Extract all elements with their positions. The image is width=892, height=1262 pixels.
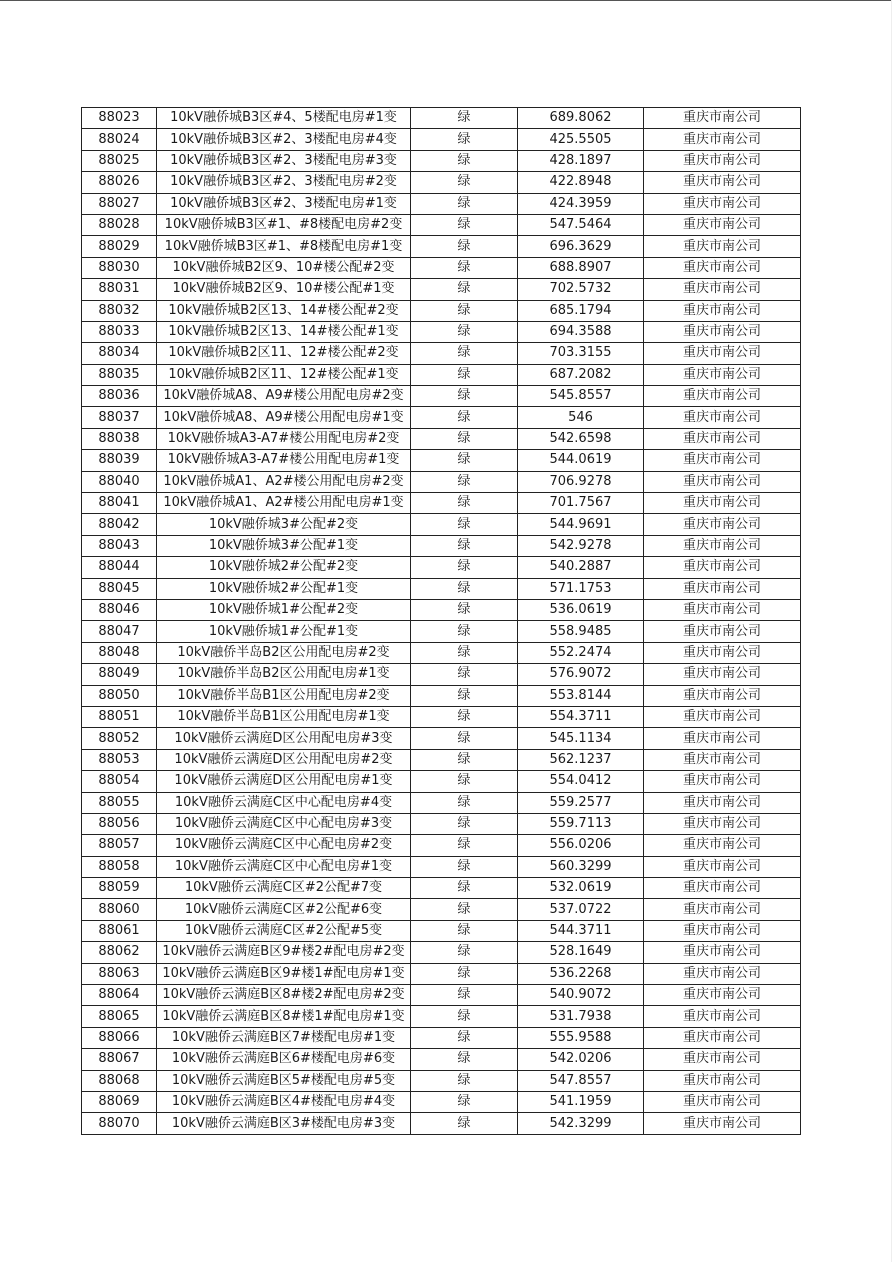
cell-name: 10kV融侨城B3区#2、3楼配电房#4变 xyxy=(157,129,411,150)
cell-value: 558.9485 xyxy=(518,621,644,642)
table-row xyxy=(82,792,801,813)
cell-status: 绿 xyxy=(411,407,518,428)
cell-id: 88057 xyxy=(82,835,157,856)
cell-name: 10kV融侨云满庭D区公用配电房#1变 xyxy=(157,771,411,792)
page-top-rule xyxy=(0,0,892,1)
cell-org: 重庆市南公司 xyxy=(644,172,801,193)
cell-name: 10kV融侨云满庭B区9#楼1#配电房#1变 xyxy=(157,963,411,984)
cell-value: 542.3299 xyxy=(518,1113,644,1134)
cell-status: 绿 xyxy=(411,172,518,193)
cell-name: 10kV融侨城A3-A7#楼公用配电房#1变 xyxy=(157,450,411,471)
table-row xyxy=(82,578,801,599)
table-row xyxy=(82,471,801,492)
cell-status: 绿 xyxy=(411,108,518,129)
cell-id: 88035 xyxy=(82,364,157,385)
cell-value: 544.3711 xyxy=(518,920,644,941)
cell-status: 绿 xyxy=(411,450,518,471)
table-row xyxy=(82,749,801,770)
cell-value: 702.5732 xyxy=(518,279,644,300)
cell-name: 10kV融侨城B2区11、12#楼公配#1变 xyxy=(157,364,411,385)
cell-value: 560.3299 xyxy=(518,856,644,877)
table-row xyxy=(82,129,801,150)
cell-id: 88043 xyxy=(82,535,157,556)
cell-name: 10kV融侨城B3区#1、#8楼配电房#1变 xyxy=(157,236,411,257)
cell-value: 553.8144 xyxy=(518,685,644,706)
cell-org: 重庆市南公司 xyxy=(644,1049,801,1070)
cell-name: 10kV融侨城3#公配#1变 xyxy=(157,535,411,556)
transformer-table xyxy=(81,107,801,1135)
cell-status: 绿 xyxy=(411,493,518,514)
cell-status: 绿 xyxy=(411,343,518,364)
cell-status: 绿 xyxy=(411,514,518,535)
cell-status: 绿 xyxy=(411,1027,518,1048)
cell-org: 重庆市南公司 xyxy=(644,428,801,449)
cell-value: 706.9278 xyxy=(518,471,644,492)
cell-name: 10kV融侨云满庭B区8#楼2#配电房#2变 xyxy=(157,985,411,1006)
cell-status: 绿 xyxy=(411,813,518,834)
cell-status: 绿 xyxy=(411,856,518,877)
cell-org: 重庆市南公司 xyxy=(644,364,801,385)
cell-status: 绿 xyxy=(411,1091,518,1112)
cell-status: 绿 xyxy=(411,1049,518,1070)
cell-org: 重庆市南公司 xyxy=(644,813,801,834)
cell-org: 重庆市南公司 xyxy=(644,1027,801,1048)
cell-id: 88069 xyxy=(82,1091,157,1112)
cell-status: 绿 xyxy=(411,878,518,899)
cell-id: 88044 xyxy=(82,557,157,578)
cell-status: 绿 xyxy=(411,236,518,257)
cell-value: 701.7567 xyxy=(518,493,644,514)
cell-value: 556.0206 xyxy=(518,835,644,856)
cell-status: 绿 xyxy=(411,129,518,150)
table-row xyxy=(82,685,801,706)
cell-value: 703.3155 xyxy=(518,343,644,364)
cell-org: 重庆市南公司 xyxy=(644,728,801,749)
cell-org: 重庆市南公司 xyxy=(644,771,801,792)
table-row xyxy=(82,664,801,685)
cell-value: 571.1753 xyxy=(518,578,644,599)
table-row xyxy=(82,771,801,792)
cell-status: 绿 xyxy=(411,386,518,407)
cell-value: 541.1959 xyxy=(518,1091,644,1112)
cell-value: 528.1649 xyxy=(518,942,644,963)
cell-status: 绿 xyxy=(411,1006,518,1027)
table-body xyxy=(82,108,801,1135)
cell-value: 696.3629 xyxy=(518,236,644,257)
cell-id: 88040 xyxy=(82,471,157,492)
table-row xyxy=(82,535,801,556)
cell-org: 重庆市南公司 xyxy=(644,193,801,214)
cell-status: 绿 xyxy=(411,685,518,706)
cell-name: 10kV融侨城A3-A7#楼公用配电房#2变 xyxy=(157,428,411,449)
cell-status: 绿 xyxy=(411,471,518,492)
cell-id: 88037 xyxy=(82,407,157,428)
cell-status: 绿 xyxy=(411,599,518,620)
cell-name: 10kV融侨半岛B1区公用配电房#1变 xyxy=(157,706,411,727)
cell-org: 重庆市南公司 xyxy=(644,985,801,1006)
cell-value: 687.2082 xyxy=(518,364,644,385)
cell-id: 88036 xyxy=(82,386,157,407)
cell-status: 绿 xyxy=(411,1070,518,1091)
cell-status: 绿 xyxy=(411,942,518,963)
cell-org: 重庆市南公司 xyxy=(644,706,801,727)
table-row xyxy=(82,300,801,321)
table-row xyxy=(82,899,801,920)
cell-name: 10kV融侨城A8、A9#楼公用配电房#1变 xyxy=(157,407,411,428)
table-row xyxy=(82,428,801,449)
cell-value: 540.9072 xyxy=(518,985,644,1006)
cell-name: 10kV融侨云满庭D区公用配电房#3变 xyxy=(157,728,411,749)
table-row xyxy=(82,557,801,578)
table-row xyxy=(82,642,801,663)
cell-id: 88050 xyxy=(82,685,157,706)
cell-name: 10kV融侨半岛B2区公用配电房#1变 xyxy=(157,664,411,685)
table-row xyxy=(82,493,801,514)
cell-org: 重庆市南公司 xyxy=(644,150,801,171)
cell-id: 88052 xyxy=(82,728,157,749)
cell-org: 重庆市南公司 xyxy=(644,878,801,899)
cell-org: 重庆市南公司 xyxy=(644,621,801,642)
cell-value: 559.7113 xyxy=(518,813,644,834)
cell-name: 10kV融侨云满庭C区中心配电房#2变 xyxy=(157,835,411,856)
table-row xyxy=(82,1049,801,1070)
cell-name: 10kV融侨城B3区#2、3楼配电房#3变 xyxy=(157,150,411,171)
cell-org: 重庆市南公司 xyxy=(644,578,801,599)
cell-value: 545.8557 xyxy=(518,386,644,407)
cell-value: 540.2887 xyxy=(518,557,644,578)
cell-status: 绿 xyxy=(411,578,518,599)
cell-status: 绿 xyxy=(411,706,518,727)
cell-id: 88028 xyxy=(82,214,157,235)
cell-org: 重庆市南公司 xyxy=(644,792,801,813)
cell-value: 552.2474 xyxy=(518,642,644,663)
cell-value: 562.1237 xyxy=(518,749,644,770)
cell-status: 绿 xyxy=(411,642,518,663)
cell-value: 542.6598 xyxy=(518,428,644,449)
cell-value: 542.0206 xyxy=(518,1049,644,1070)
cell-name: 10kV融侨云满庭B区4#楼配电房#4变 xyxy=(157,1091,411,1112)
table-row xyxy=(82,621,801,642)
cell-org: 重庆市南公司 xyxy=(644,343,801,364)
cell-id: 88067 xyxy=(82,1049,157,1070)
cell-name: 10kV融侨城B2区9、10#楼公配#1变 xyxy=(157,279,411,300)
cell-id: 88068 xyxy=(82,1070,157,1091)
cell-id: 88029 xyxy=(82,236,157,257)
cell-name: 10kV融侨城B2区13、14#楼公配#2变 xyxy=(157,300,411,321)
cell-value: 546 xyxy=(518,407,644,428)
cell-org: 重庆市南公司 xyxy=(644,664,801,685)
cell-value: 689.8062 xyxy=(518,108,644,129)
cell-org: 重庆市南公司 xyxy=(644,214,801,235)
cell-org: 重庆市南公司 xyxy=(644,642,801,663)
cell-id: 88042 xyxy=(82,514,157,535)
cell-value: 545.1134 xyxy=(518,728,644,749)
cell-name: 10kV融侨云满庭B区3#楼配电房#3变 xyxy=(157,1113,411,1134)
cell-name: 10kV融侨城A1、A2#楼公用配电房#1变 xyxy=(157,493,411,514)
cell-name: 10kV融侨云满庭C区中心配电房#3变 xyxy=(157,813,411,834)
cell-id: 88054 xyxy=(82,771,157,792)
cell-id: 88041 xyxy=(82,493,157,514)
table-row xyxy=(82,942,801,963)
cell-id: 88026 xyxy=(82,172,157,193)
cell-value: 422.8948 xyxy=(518,172,644,193)
table-row xyxy=(82,599,801,620)
cell-value: 542.9278 xyxy=(518,535,644,556)
cell-name: 10kV融侨城1#公配#1变 xyxy=(157,621,411,642)
cell-value: 532.0619 xyxy=(518,878,644,899)
cell-value: 547.8557 xyxy=(518,1070,644,1091)
cell-id: 88062 xyxy=(82,942,157,963)
cell-id: 88023 xyxy=(82,108,157,129)
table-row xyxy=(82,728,801,749)
cell-id: 88034 xyxy=(82,343,157,364)
cell-org: 重庆市南公司 xyxy=(644,920,801,941)
table-row xyxy=(82,108,801,129)
cell-name: 10kV融侨云满庭B区6#楼配电房#6变 xyxy=(157,1049,411,1070)
table-row xyxy=(82,450,801,471)
cell-id: 88061 xyxy=(82,920,157,941)
table-row xyxy=(82,343,801,364)
cell-name: 10kV融侨城B3区#2、3楼配电房#1变 xyxy=(157,193,411,214)
cell-org: 重庆市南公司 xyxy=(644,108,801,129)
table-row xyxy=(82,407,801,428)
table-row xyxy=(82,236,801,257)
cell-name: 10kV融侨半岛B2区公用配电房#2变 xyxy=(157,642,411,663)
cell-status: 绿 xyxy=(411,920,518,941)
cell-status: 绿 xyxy=(411,1113,518,1134)
cell-status: 绿 xyxy=(411,728,518,749)
cell-org: 重庆市南公司 xyxy=(644,514,801,535)
cell-status: 绿 xyxy=(411,193,518,214)
cell-name: 10kV融侨云满庭C区#2公配#6变 xyxy=(157,899,411,920)
cell-id: 88065 xyxy=(82,1006,157,1027)
cell-status: 绿 xyxy=(411,621,518,642)
cell-id: 88056 xyxy=(82,813,157,834)
cell-org: 重庆市南公司 xyxy=(644,386,801,407)
table-row xyxy=(82,214,801,235)
cell-id: 88060 xyxy=(82,899,157,920)
cell-name: 10kV融侨城B3区#1、#8楼配电房#2变 xyxy=(157,214,411,235)
cell-id: 88055 xyxy=(82,792,157,813)
cell-id: 88064 xyxy=(82,985,157,1006)
table-row xyxy=(82,835,801,856)
cell-status: 绿 xyxy=(411,214,518,235)
cell-value: 428.1897 xyxy=(518,150,644,171)
cell-name: 10kV融侨城B2区13、14#楼公配#1变 xyxy=(157,321,411,342)
cell-id: 88024 xyxy=(82,129,157,150)
cell-id: 88059 xyxy=(82,878,157,899)
table-row xyxy=(82,706,801,727)
cell-name: 10kV融侨城2#公配#2变 xyxy=(157,557,411,578)
table-row xyxy=(82,1113,801,1134)
cell-name: 10kV融侨云满庭D区公用配电房#2变 xyxy=(157,749,411,770)
cell-id: 88070 xyxy=(82,1113,157,1134)
cell-org: 重庆市南公司 xyxy=(644,856,801,877)
cell-name: 10kV融侨云满庭B区5#楼配电房#5变 xyxy=(157,1070,411,1091)
cell-id: 88051 xyxy=(82,706,157,727)
cell-value: 554.0412 xyxy=(518,771,644,792)
cell-status: 绿 xyxy=(411,771,518,792)
cell-status: 绿 xyxy=(411,749,518,770)
table-row xyxy=(82,1006,801,1027)
cell-id: 88025 xyxy=(82,150,157,171)
cell-name: 10kV融侨云满庭C区#2公配#5变 xyxy=(157,920,411,941)
table-row xyxy=(82,1070,801,1091)
cell-id: 88046 xyxy=(82,599,157,620)
table-row xyxy=(82,856,801,877)
cell-value: 555.9588 xyxy=(518,1027,644,1048)
table-row xyxy=(82,963,801,984)
cell-value: 694.3588 xyxy=(518,321,644,342)
cell-org: 重庆市南公司 xyxy=(644,407,801,428)
cell-value: 576.9072 xyxy=(518,664,644,685)
table-row xyxy=(82,1091,801,1112)
cell-name: 10kV融侨云满庭C区#2公配#7变 xyxy=(157,878,411,899)
cell-org: 重庆市南公司 xyxy=(644,963,801,984)
cell-id: 88038 xyxy=(82,428,157,449)
cell-org: 重庆市南公司 xyxy=(644,300,801,321)
cell-status: 绿 xyxy=(411,792,518,813)
cell-org: 重庆市南公司 xyxy=(644,942,801,963)
cell-name: 10kV融侨城B2区9、10#楼公配#2变 xyxy=(157,257,411,278)
cell-status: 绿 xyxy=(411,557,518,578)
cell-value: 544.9691 xyxy=(518,514,644,535)
cell-name: 10kV融侨云满庭C区中心配电房#1变 xyxy=(157,856,411,877)
cell-value: 688.8907 xyxy=(518,257,644,278)
table-row xyxy=(82,1027,801,1048)
table-row xyxy=(82,514,801,535)
cell-status: 绿 xyxy=(411,835,518,856)
cell-id: 88030 xyxy=(82,257,157,278)
cell-id: 88058 xyxy=(82,856,157,877)
cell-value: 559.2577 xyxy=(518,792,644,813)
cell-org: 重庆市南公司 xyxy=(644,493,801,514)
cell-value: 536.0619 xyxy=(518,599,644,620)
cell-org: 重庆市南公司 xyxy=(644,835,801,856)
cell-name: 10kV融侨城2#公配#1变 xyxy=(157,578,411,599)
cell-name: 10kV融侨半岛B1区公用配电房#2变 xyxy=(157,685,411,706)
cell-id: 88032 xyxy=(82,300,157,321)
cell-value: 544.0619 xyxy=(518,450,644,471)
table-row xyxy=(82,878,801,899)
cell-status: 绿 xyxy=(411,257,518,278)
cell-id: 88048 xyxy=(82,642,157,663)
cell-status: 绿 xyxy=(411,985,518,1006)
cell-value: 685.1794 xyxy=(518,300,644,321)
cell-id: 88049 xyxy=(82,664,157,685)
cell-value: 531.7938 xyxy=(518,1006,644,1027)
cell-value: 425.5505 xyxy=(518,129,644,150)
cell-id: 88053 xyxy=(82,749,157,770)
cell-status: 绿 xyxy=(411,150,518,171)
cell-name: 10kV融侨城B3区#2、3楼配电房#2变 xyxy=(157,172,411,193)
cell-value: 424.3959 xyxy=(518,193,644,214)
cell-id: 88063 xyxy=(82,963,157,984)
cell-status: 绿 xyxy=(411,321,518,342)
cell-org: 重庆市南公司 xyxy=(644,599,801,620)
table-row xyxy=(82,257,801,278)
cell-name: 10kV融侨云满庭B区8#楼1#配电房#1变 xyxy=(157,1006,411,1027)
cell-value: 536.2268 xyxy=(518,963,644,984)
cell-id: 88045 xyxy=(82,578,157,599)
cell-value: 547.5464 xyxy=(518,214,644,235)
cell-id: 88039 xyxy=(82,450,157,471)
cell-id: 88027 xyxy=(82,193,157,214)
table-row xyxy=(82,386,801,407)
cell-id: 88031 xyxy=(82,279,157,300)
cell-name: 10kV融侨城B3区#4、5楼配电房#1变 xyxy=(157,108,411,129)
cell-status: 绿 xyxy=(411,963,518,984)
table-row xyxy=(82,193,801,214)
table-row xyxy=(82,279,801,300)
cell-status: 绿 xyxy=(411,664,518,685)
cell-id: 88066 xyxy=(82,1027,157,1048)
cell-org: 重庆市南公司 xyxy=(644,535,801,556)
cell-status: 绿 xyxy=(411,899,518,920)
cell-status: 绿 xyxy=(411,535,518,556)
cell-org: 重庆市南公司 xyxy=(644,685,801,706)
cell-org: 重庆市南公司 xyxy=(644,236,801,257)
cell-status: 绿 xyxy=(411,300,518,321)
cell-id: 88033 xyxy=(82,321,157,342)
cell-org: 重庆市南公司 xyxy=(644,321,801,342)
cell-name: 10kV融侨城B2区11、12#楼公配#2变 xyxy=(157,343,411,364)
table-row xyxy=(82,364,801,385)
cell-org: 重庆市南公司 xyxy=(644,279,801,300)
cell-org: 重庆市南公司 xyxy=(644,471,801,492)
table-row xyxy=(82,813,801,834)
cell-id: 88047 xyxy=(82,621,157,642)
cell-status: 绿 xyxy=(411,428,518,449)
cell-org: 重庆市南公司 xyxy=(644,129,801,150)
cell-status: 绿 xyxy=(411,364,518,385)
cell-org: 重庆市南公司 xyxy=(644,899,801,920)
cell-name: 10kV融侨云满庭C区中心配电房#4变 xyxy=(157,792,411,813)
cell-name: 10kV融侨城A8、A9#楼公用配电房#2变 xyxy=(157,386,411,407)
cell-name: 10kV融侨云满庭B区7#楼配电房#1变 xyxy=(157,1027,411,1048)
cell-org: 重庆市南公司 xyxy=(644,1006,801,1027)
cell-value: 554.3711 xyxy=(518,706,644,727)
cell-value: 537.0722 xyxy=(518,899,644,920)
cell-org: 重庆市南公司 xyxy=(644,1113,801,1134)
cell-org: 重庆市南公司 xyxy=(644,749,801,770)
table-row xyxy=(82,920,801,941)
table-row xyxy=(82,985,801,1006)
cell-name: 10kV融侨城1#公配#2变 xyxy=(157,599,411,620)
cell-org: 重庆市南公司 xyxy=(644,257,801,278)
cell-name: 10kV融侨云满庭B区9#楼2#配电房#2变 xyxy=(157,942,411,963)
cell-status: 绿 xyxy=(411,279,518,300)
cell-name: 10kV融侨城A1、A2#楼公用配电房#2变 xyxy=(157,471,411,492)
cell-org: 重庆市南公司 xyxy=(644,450,801,471)
table-row xyxy=(82,172,801,193)
table-row xyxy=(82,321,801,342)
table-row xyxy=(82,150,801,171)
cell-org: 重庆市南公司 xyxy=(644,1070,801,1091)
cell-org: 重庆市南公司 xyxy=(644,557,801,578)
cell-org: 重庆市南公司 xyxy=(644,1091,801,1112)
cell-name: 10kV融侨城3#公配#2变 xyxy=(157,514,411,535)
